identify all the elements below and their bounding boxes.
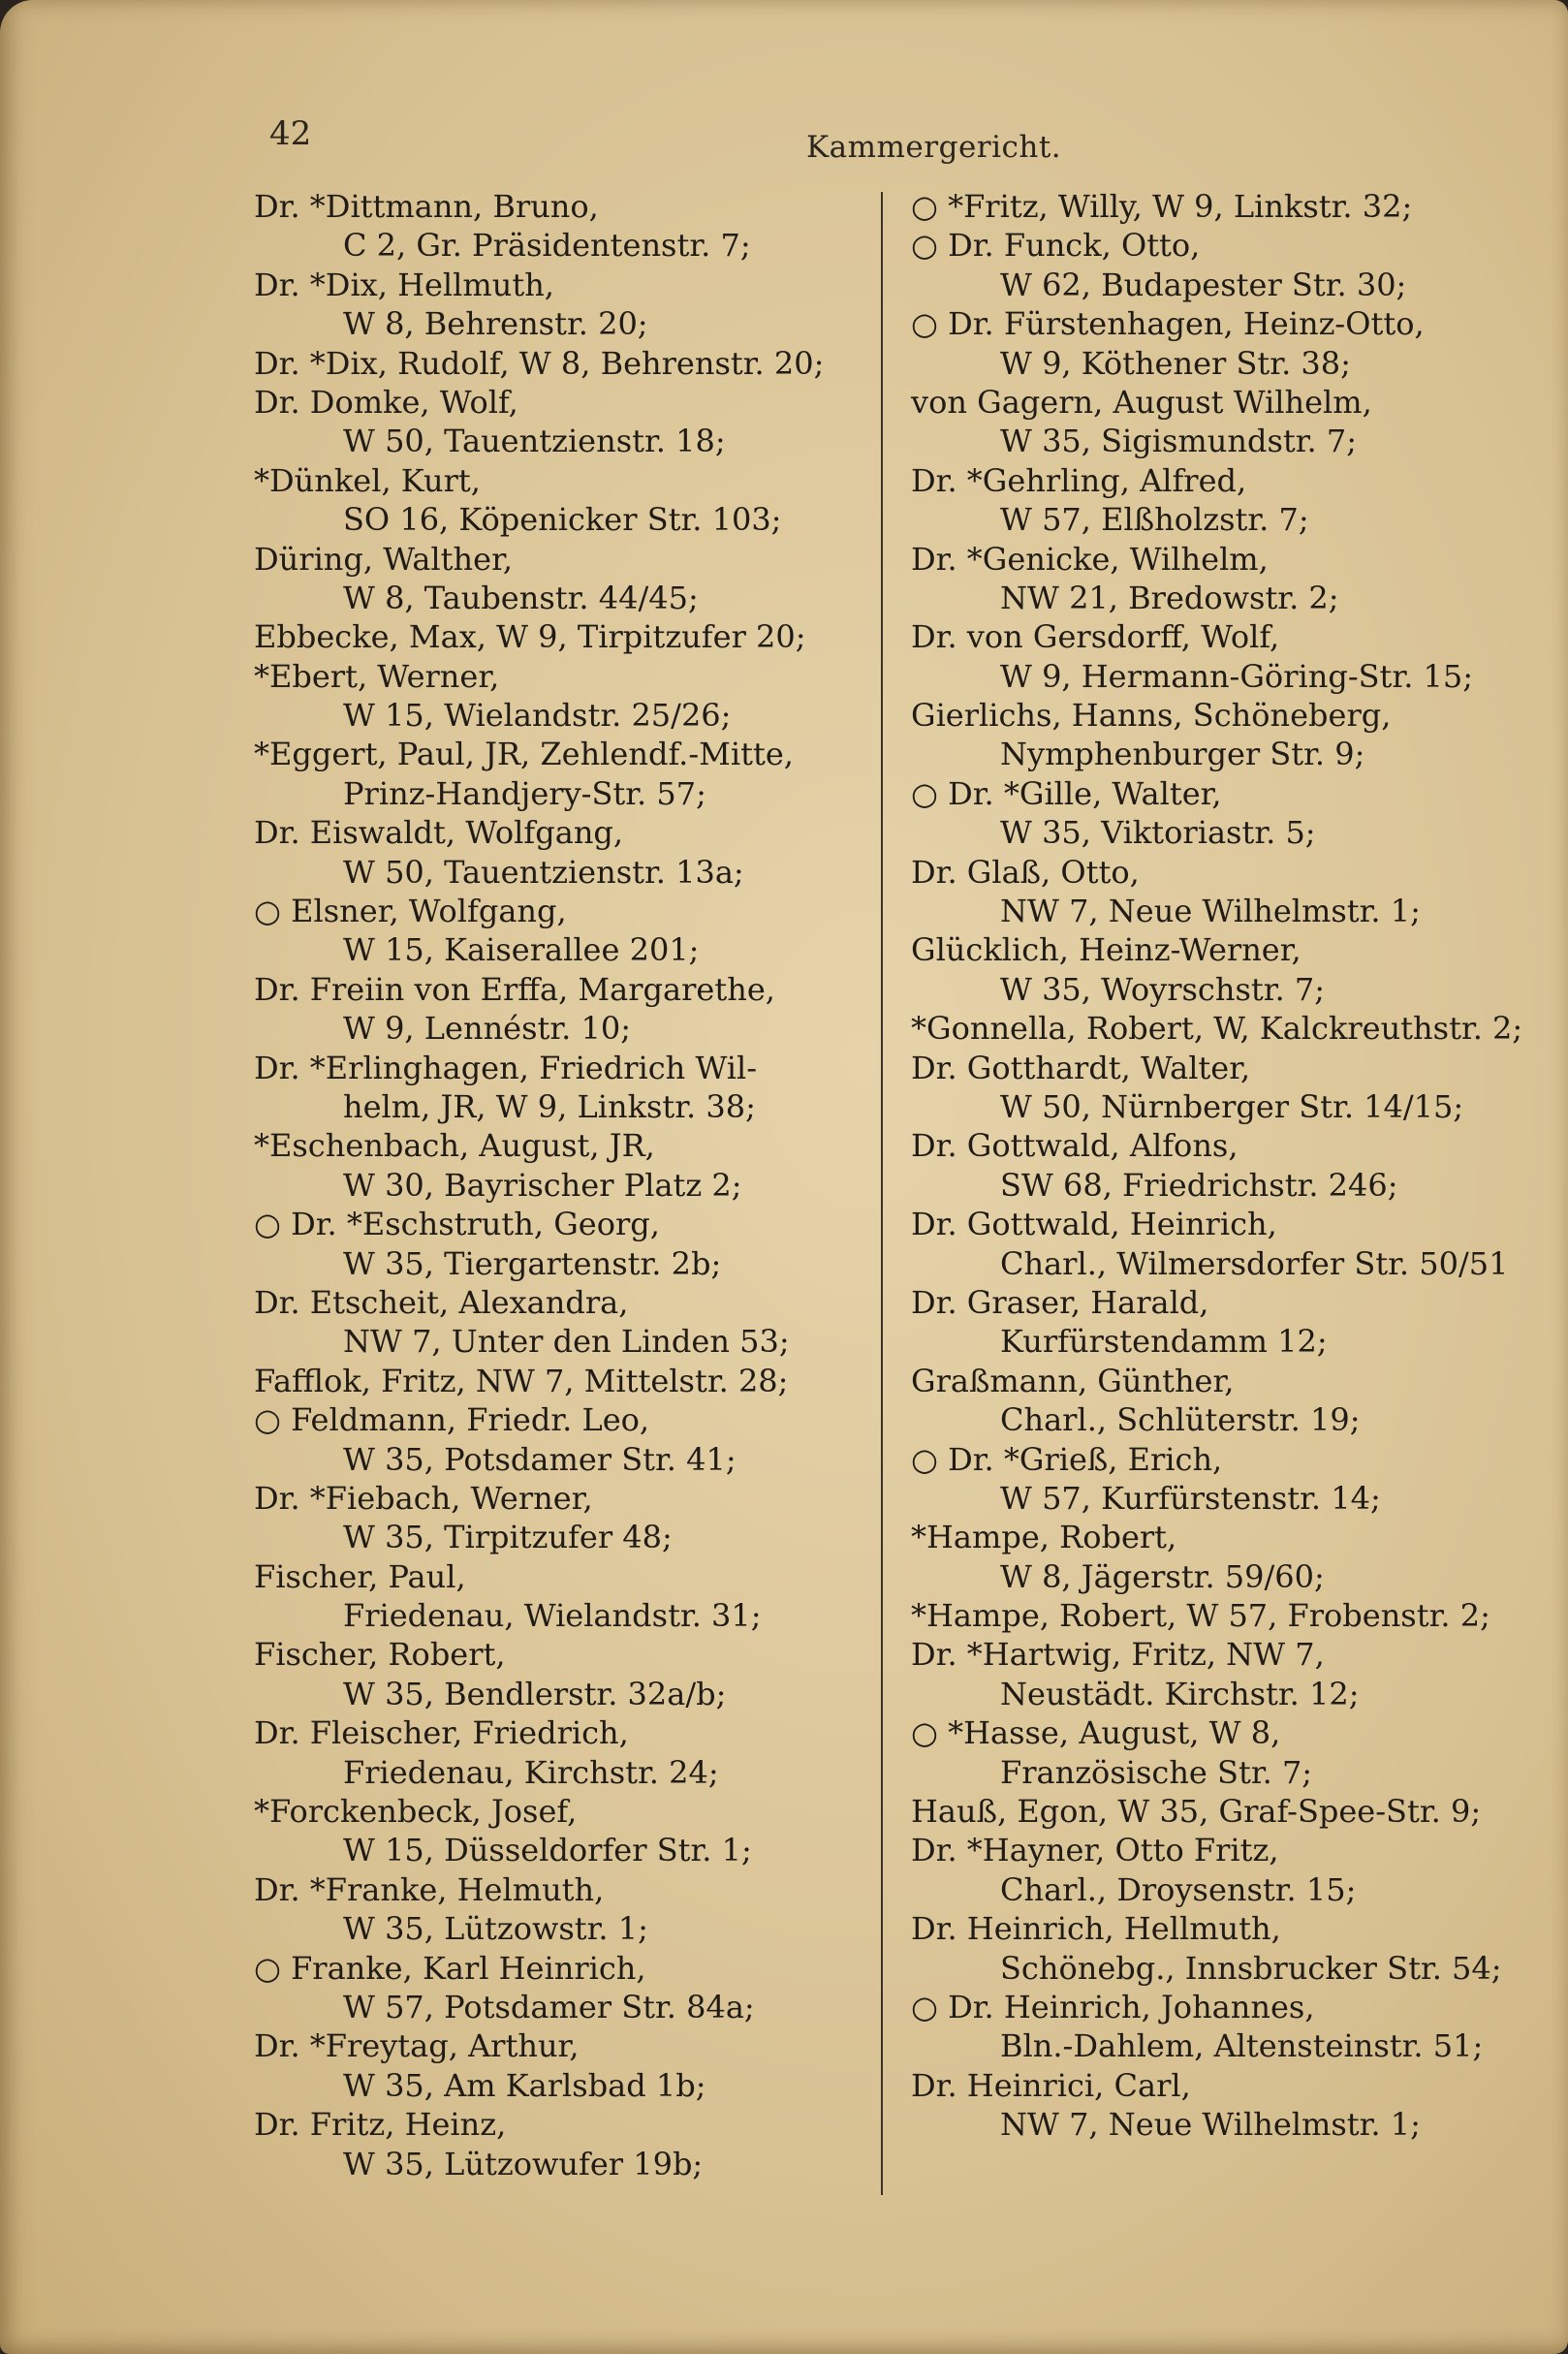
entry-name-line: ○ *Hasse, August, W 8, <box>911 1714 1281 1752</box>
entry-name-line: ○ Feldmann, Friedr. Leo, <box>254 1401 650 1439</box>
entry-name-line: *Ebert, Werner, <box>254 657 500 695</box>
entry-name-line: *Eggert, Paul, JR, Zehlendf.-Mitte, <box>254 736 794 773</box>
entry-name-line: Dr. Glaß, Otto, <box>911 853 1140 891</box>
entry-name-line: *Forckenbeck, Josef, <box>254 1793 578 1831</box>
entry-address-line: W 35, Tirpitzufer 48; <box>343 1519 673 1556</box>
entry-name-line: Düring, Walther, <box>254 540 514 578</box>
entry-address-line: Charl., Schlüterstr. 19; <box>1000 1401 1361 1439</box>
entry-name-line: Dr. Domke, Wolf, <box>254 383 518 421</box>
entry-name-line: Hauß, Egon, W 35, Graf-Spee-Str. 9; <box>911 1793 1482 1831</box>
left-column <box>254 187 874 2183</box>
entry-name-line: Fafflok, Fritz, NW 7, Mittelstr. 28; <box>254 1362 789 1399</box>
entry-name-line: Graßmann, Günther, <box>911 1362 1235 1399</box>
entry-address-line: Friedenau, Kirchstr. 24; <box>343 1753 719 1791</box>
entry-name-line: Dr. Graser, Harald, <box>911 1283 1209 1321</box>
entry-address-line: helm, JR, W 9, Linkstr. 38; <box>343 1087 756 1125</box>
entry-address-line: W 15, Kaiserallee 201; <box>343 931 700 969</box>
entry-name-line: Dr. Gottwald, Alfons, <box>911 1127 1239 1165</box>
entry-name-line: Dr. Gotthardt, Walter, <box>911 1049 1251 1086</box>
entry-address-line: Charl., Droysenstr. 15; <box>1000 1870 1357 1908</box>
entry-name-line: von Gagern, August Wilhelm, <box>911 383 1372 421</box>
entry-name-line: Dr. Fleischer, Friedrich, <box>254 1714 629 1752</box>
entry-address-line: W 62, Budapester Str. 30; <box>1000 266 1407 303</box>
entry-name-line: Dr. von Gersdorff, Wolf, <box>911 618 1280 656</box>
entry-address-line: NW 7, Neue Wilhelmstr. 1; <box>1000 893 1421 930</box>
entry-address-line: W 9, Hermann-Göring-Str. 15; <box>1000 657 1474 695</box>
entry-address-line: W 35, Tiergartenstr. 2b; <box>343 1244 722 1282</box>
entry-address-line: W 8, Behrenstr. 20; <box>343 305 648 343</box>
entry-name-line: Ebbecke, Max, W 9, Tirpitzufer 20; <box>254 618 806 656</box>
entry-address-line: W 50, Nürnberger Str. 14/15; <box>1000 1087 1464 1125</box>
entry-name-line: ○ *Fritz, Willy, W 9, Linkstr. 32; <box>911 188 1413 225</box>
entry-name-line: ○ Dr. *Gille, Walter, <box>911 774 1222 812</box>
entry-address-line: W 35, Lützowstr. 1; <box>343 1910 648 1948</box>
entry-address-line: W 15, Wielandstr. 25/26; <box>343 697 732 735</box>
entry-address-line: W 35, Woyrschstr. 7; <box>1000 970 1325 1008</box>
entry-address-line: Schönebg., Innsbrucker Str. 54; <box>1000 1949 1502 1987</box>
entry-name-line: Dr. *Genicke, Wilhelm, <box>911 540 1269 578</box>
entry-name-line: Dr. Gottwald, Heinrich, <box>911 1206 1277 1243</box>
entry-name-line: Glücklich, Heinz-Werner, <box>911 931 1301 969</box>
entry-address-line: W 35, Am Karlsbad 1b; <box>343 2066 706 2104</box>
entry-name-line: ○ Dr. Funck, Otto, <box>911 227 1201 265</box>
entry-address-line: W 35, Potsdamer Str. 41; <box>343 1440 737 1478</box>
entry-address-line: W 50, Tauentzienstr. 18; <box>343 423 726 460</box>
entry-name-line: ○ Dr. *Grieß, Erich, <box>911 1440 1223 1478</box>
entry-name-line: Gierlichs, Hanns, Schöneberg, <box>911 697 1392 735</box>
entry-name-line: Dr. *Dix, Rudolf, W 8, Behrenstr. 20; <box>254 344 825 382</box>
entry-address-line: W 35, Sigismundstr. 7; <box>1000 423 1358 460</box>
entry-name-line: *Dünkel, Kurt, <box>254 461 481 499</box>
right-column <box>911 187 1541 2145</box>
entry-name-line: ○ Dr. *Eschstruth, Georg, <box>254 1206 660 1243</box>
entry-name-line: Dr. *Hayner, Otto Fritz, <box>911 1832 1279 1869</box>
entry-address-line: W 35, Lützowufer 19b; <box>343 2145 704 2182</box>
entry-address-line: Kurfürstendamm 12; <box>1000 1323 1328 1361</box>
entry-address-line: W 57, Potsdamer Str. 84a; <box>343 1988 755 2025</box>
entry-address-line: W 9, Köthener Str. 38; <box>1000 344 1351 382</box>
entry-name-line: Dr. *Fiebach, Werner, <box>254 1479 593 1517</box>
entry-address-line: Prinz-Handjery-Str. 57; <box>343 774 706 812</box>
entry-name-line: Fischer, Paul, <box>254 1557 466 1595</box>
entry-address-line: Neustädt. Kirchstr. 12; <box>1000 1675 1360 1712</box>
entry-name-line: *Hampe, Robert, W 57, Frobenstr. 2; <box>911 1597 1490 1635</box>
entry-address-line: Nymphenburger Str. 9; <box>1000 736 1365 773</box>
entry-address-line: W 9, Lennéstr. 10; <box>343 1010 632 1048</box>
entry-name-line: Dr. Heinrici, Carl, <box>911 2066 1191 2104</box>
entry-address-line: W 57, Elßholzstr. 7; <box>1000 501 1309 539</box>
entry-name-line: *Gonnella, Robert, W, Kalckreuthstr. 2; <box>911 1010 1523 1048</box>
entry-address-line: W 35, Viktoriastr. 5; <box>1000 814 1316 852</box>
entry-address-line: SW 68, Friedrichstr. 246; <box>1000 1166 1398 1204</box>
entry-name-line: *Hampe, Robert, <box>911 1519 1177 1556</box>
entry-address-line: NW 7, Neue Wilhelmstr. 1; <box>1000 2106 1421 2144</box>
entry-address-line: SO 16, Köpenicker Str. 103; <box>343 501 782 539</box>
running-head: Kammergericht. <box>806 130 1062 165</box>
entry-address-line: Charl., Wilmersdorfer Str. 50/51 <box>1000 1244 1509 1282</box>
entry-name-line: Dr. *Gehrling, Alfred, <box>911 461 1247 499</box>
entry-name-line: Dr. *Hartwig, Fritz, NW 7, <box>911 1636 1325 1674</box>
entry-address-line: W 35, Bendlerstr. 32a/b; <box>343 1675 727 1712</box>
entry-address-line: Bln.-Dahlem, Altensteinstr. 51; <box>1000 2027 1484 2065</box>
entry-address-line: W 30, Bayrischer Platz 2; <box>343 1166 742 1204</box>
entry-address-line: W 50, Tauentzienstr. 13a; <box>343 853 744 891</box>
entry-name-line: Dr. Freiin von Erffa, Margarethe, <box>254 970 775 1008</box>
entry-address-line: W 15, Düsseldorfer Str. 1; <box>343 1832 752 1869</box>
entry-name-line: Dr. Fritz, Heinz, <box>254 2106 507 2144</box>
entry-address-line: Französische Str. 7; <box>1000 1753 1313 1791</box>
entry-name-line: Fischer, Robert, <box>254 1636 506 1674</box>
entry-name-line: Dr. *Dittmann, Bruno, <box>254 188 599 225</box>
entry-address-line: W 8, Jägerstr. 59/60; <box>1000 1557 1325 1595</box>
entry-name-line: Dr. Etscheit, Alexandra, <box>254 1283 629 1321</box>
entry-name-line: Dr. Heinrich, Hellmuth, <box>911 1910 1281 1948</box>
entry-name-line: ○ Elsner, Wolfgang, <box>254 893 567 930</box>
entry-name-line: Dr. Eiswaldt, Wolfgang, <box>254 814 624 852</box>
entry-address-line: NW 21, Bredowstr. 2; <box>1000 579 1339 616</box>
entry-address-line: W 8, Taubenstr. 44/45; <box>343 579 699 616</box>
entry-address-line: NW 7, Unter den Linden 53; <box>343 1323 790 1361</box>
entry-name-line: Dr. *Dix, Hellmuth, <box>254 266 554 303</box>
entry-name-line: *Eschenbach, August, JR, <box>254 1127 655 1165</box>
entry-address-line: C 2, Gr. Präsidentenstr. 7; <box>343 227 751 265</box>
entry-name-line: ○ Dr. Fürstenhagen, Heinz-Otto, <box>911 305 1425 343</box>
entry-name-line: ○ Franke, Karl Heinrich, <box>254 1949 646 1987</box>
entry-name-line: Dr. *Franke, Helmuth, <box>254 1870 605 1908</box>
entry-address-line: W 57, Kurfürstenstr. 14; <box>1000 1479 1381 1517</box>
entry-address-line: Friedenau, Wielandstr. 31; <box>343 1597 762 1635</box>
column-divider <box>881 192 883 2195</box>
entry-name-line: Dr. *Erlinghagen, Friedrich Wil- <box>254 1049 758 1086</box>
entry-name-line: ○ Dr. Heinrich, Johannes, <box>911 1988 1315 2025</box>
page-number: 42 <box>269 114 312 153</box>
entry-name-line: Dr. *Freytag, Arthur, <box>254 2027 580 2065</box>
